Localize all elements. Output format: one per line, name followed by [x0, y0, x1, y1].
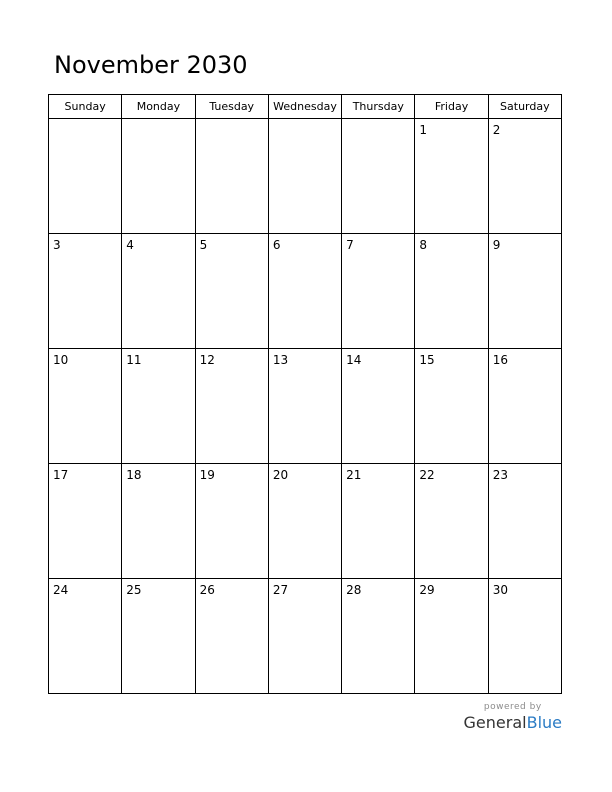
day-cell [195, 349, 268, 464]
day-cell [122, 349, 195, 464]
day-cell [195, 464, 268, 579]
day-number: 22 [419, 468, 435, 482]
day-cell [195, 119, 268, 234]
day-cell [49, 464, 122, 579]
day-number: 14 [346, 353, 362, 367]
week-row-4 [49, 464, 562, 579]
day-cell [49, 119, 122, 234]
day-cell [342, 579, 415, 694]
week-row-1 [49, 119, 562, 234]
day-cell [488, 349, 561, 464]
day-cell [488, 119, 561, 234]
day-number: 13 [272, 353, 289, 367]
day-cell [268, 119, 341, 234]
day-number [122, 119, 194, 123]
week-row-5 [49, 579, 562, 694]
day-number: 25 [126, 583, 142, 597]
day-number: 18 [126, 468, 142, 482]
day-number [196, 119, 268, 123]
day-cell [342, 349, 415, 464]
day-cell [415, 579, 488, 694]
generalblue-logo [464, 713, 562, 733]
day-cell [488, 579, 561, 694]
weekday-header-row [49, 95, 562, 119]
day-number: 8 [419, 238, 428, 252]
day-number: 19 [199, 468, 215, 482]
day-number: 16 [492, 353, 508, 367]
day-cell [195, 579, 268, 694]
day-number: 5 [199, 238, 208, 252]
day-cell [268, 464, 341, 579]
day-cell [49, 234, 122, 349]
day-number: 23 [492, 468, 508, 482]
day-cell [415, 464, 488, 579]
logo-general-text: General [463, 713, 527, 732]
week-row-2 [49, 234, 562, 349]
day-number: 15 [419, 353, 435, 367]
day-cell [268, 579, 341, 694]
day-number: 27 [272, 583, 289, 597]
day-number: 21 [346, 468, 362, 482]
day-number: 4 [126, 238, 134, 252]
day-number: 17 [53, 468, 69, 482]
day-number: 9 [492, 238, 501, 252]
day-cell [342, 234, 415, 349]
day-cell [488, 464, 561, 579]
day-cell [49, 579, 122, 694]
logo-blue-text: Blue [526, 713, 562, 732]
day-number: 26 [199, 583, 215, 597]
day-cell [268, 349, 341, 464]
day-number: 1 [419, 123, 428, 137]
day-number: 28 [346, 583, 362, 597]
day-number: 12 [199, 353, 215, 367]
week-row-3 [49, 349, 562, 464]
day-number: 7 [346, 238, 354, 252]
day-number: 10 [53, 353, 69, 367]
day-cell [195, 234, 268, 349]
powered-by-text: powered by [483, 702, 542, 712]
day-number: 30 [492, 583, 508, 597]
day-number: 6 [272, 238, 281, 252]
day-number: 3 [53, 238, 61, 252]
day-number: 29 [419, 583, 435, 597]
day-cell [342, 464, 415, 579]
day-cell [488, 234, 561, 349]
day-cell [268, 234, 341, 349]
day-number [342, 119, 414, 123]
day-cell [342, 119, 415, 234]
weekday-header-sunday: Sunday [49, 95, 122, 119]
day-cell [415, 119, 488, 234]
day-cell [122, 464, 195, 579]
weekday-header-tuesday: Tuesday [195, 95, 268, 119]
day-cell [122, 579, 195, 694]
weekday-header-wednesday: Wednesday [268, 95, 341, 119]
weekday-header-thursday: Thursday [342, 95, 415, 119]
day-number: 11 [126, 353, 142, 367]
day-number: 2 [492, 123, 501, 137]
day-number: 24 [53, 583, 69, 597]
month-calendar-grid [48, 94, 562, 694]
day-cell [122, 234, 195, 349]
day-number [49, 119, 121, 123]
day-number: 20 [272, 468, 289, 482]
page-title: November 2030 [54, 51, 248, 79]
day-cell [415, 349, 488, 464]
weekday-header-friday: Friday [415, 95, 488, 119]
day-cell [415, 234, 488, 349]
day-number [269, 119, 341, 123]
weekday-header-saturday: Saturday [488, 95, 561, 119]
day-cell [122, 119, 195, 234]
generalblue-brand[interactable] [464, 702, 562, 733]
weekday-header-monday: Monday [122, 95, 195, 119]
day-cell [49, 349, 122, 464]
